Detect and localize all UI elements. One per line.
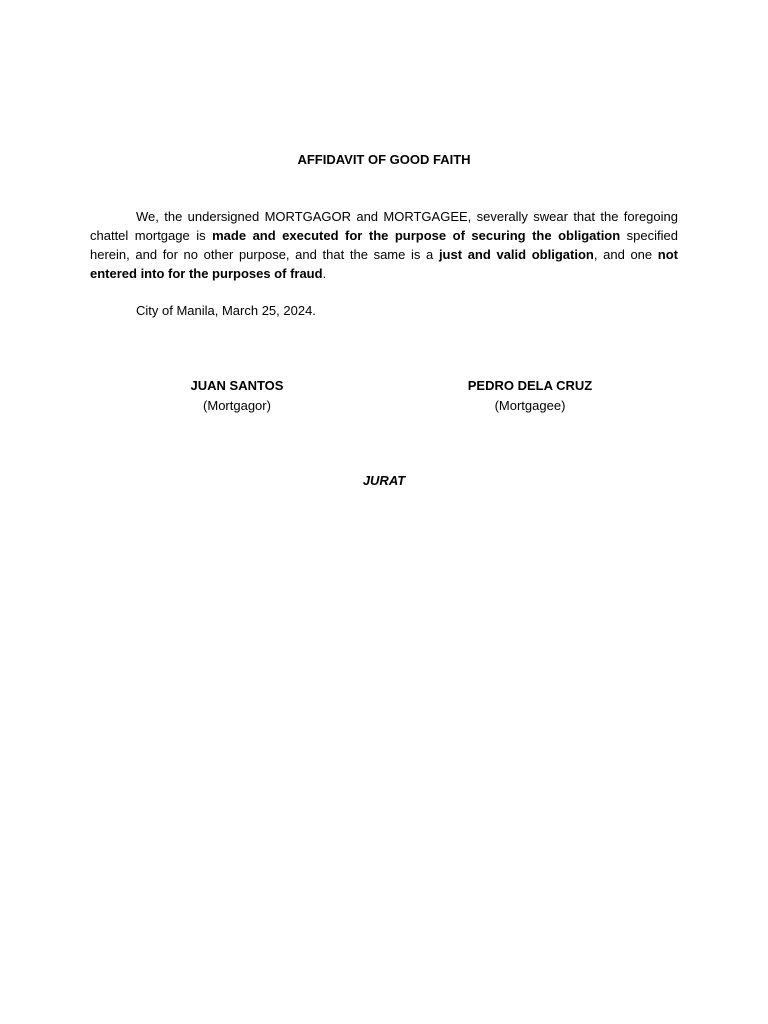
paragraph-bold-3: not entered into for the purposes of fraud — [90, 247, 678, 281]
signature-block-mortgagee — [420, 376, 640, 415]
signatory-role: (Mortgagor) — [203, 398, 271, 413]
paragraph-bold-1: made and executed for the purpose of securing the obligation — [212, 228, 621, 243]
paragraph-text-3: , and one — [593, 247, 658, 262]
paragraph-bold-2: just and valid obligation — [438, 247, 594, 262]
signatory-name: PEDRO DELA CRUZ — [467, 378, 593, 393]
paragraph-text-1: We, the undersigned MORTGAGOR and MORTGAGEE, severally swear that the foregoing chattel mortgage is — [90, 209, 678, 243]
signatory-role: (Mortgagee) — [494, 398, 566, 413]
affidavit-paragraph — [90, 207, 678, 283]
signature-block-mortgagor — [127, 376, 347, 415]
jurat-heading: JURAT — [362, 473, 406, 488]
paragraph-text-2: specified herein, and for no other purpose, and that the same is a — [90, 228, 678, 262]
dateline: City of Manila, March 25, 2024. — [136, 303, 316, 318]
document-title: AFFIDAVIT OF GOOD FAITH — [297, 152, 471, 167]
paragraph-text-4: . — [322, 266, 327, 281]
signatory-name: JUAN SANTOS — [190, 378, 284, 393]
